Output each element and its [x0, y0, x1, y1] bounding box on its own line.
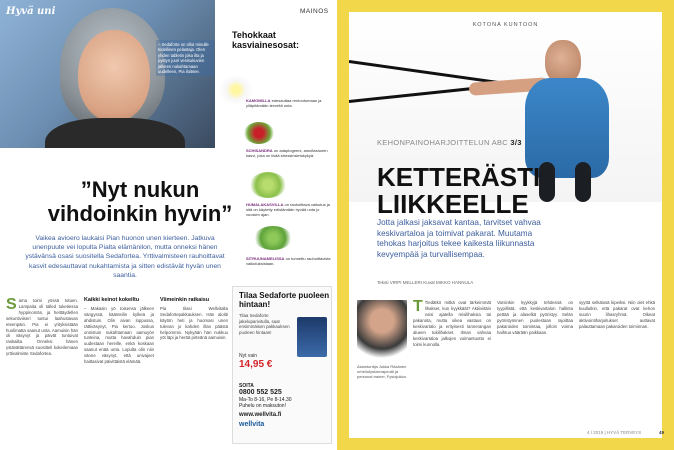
body-column-3: Viimeinkin ratkaisu Pia tilasi Wellvitalta Sedafortepakkauksen. Hän aloitti käytön heti ja huomasi unen tulevan jo kahden illan päästä helpommin. Nykyään hän nukkuu yöt läpi ja herää pirteänä aamuisin. — [160, 297, 228, 341]
hops-icon — [250, 172, 286, 198]
page-number: 49 — [659, 430, 665, 435]
article-headline: ”Nyt nukun vihdoinkin hyvin” — [47, 177, 233, 226]
trainer-caption: Asiantuntija Jukka Räsänen urheilufysioterapeutti ja personal trainer, Fysiojukka. — [357, 364, 407, 379]
herb-item: SCHISANDRA on adaptogeeni, amuflastunen kasvi, joka on lisää stressinsietokykyä. — [246, 148, 328, 158]
phone-block — [239, 383, 329, 428]
sidebar-title: Tehokkaat kasviainesosat: — [232, 30, 300, 50]
drop-cap: S — [6, 296, 17, 313]
website-link[interactable]: www.wellvita.fi — [239, 412, 282, 418]
man-leg — [575, 162, 591, 202]
phone-number[interactable]: 0800 552 525 — [239, 389, 282, 396]
body-column-2: Kaikki keinot kokeiltu – Makasin yö toisensa jälkeen sängyssä, käänteilin kylkeä ja ahdistuin. Olin aivan loppussa, rättiväsynyt, Pia kertoo. Joskus onnistuin nukahtamaan aamuyön tunteina, mutta havahduin pian uudestaan hereille, enkä koskaan saanut enää unta. Lopulta olin niin vänne väsynyt, että univajeet haittasivat päivittäistä elämää. — [84, 297, 154, 365]
order-advert — [232, 286, 332, 444]
right-page — [337, 0, 674, 450]
body-column-right-2: Varsinkin kyykkyjä tehdessä on tyypillistä, että keskivartalon hallinta pettää ja alaselkä pyöristyy. Selän pyöristyminen puolestaan rajoittaa pakaroiden toimintaa, jolloin voima haihtuu väärään paikkaan. — [497, 300, 573, 335]
trainer-photo — [357, 300, 407, 360]
article-lead-right: Jotta jalkasi jaksavat kantaa, tarvitset vahvaa keskivartaloa ja toimivat pakarat. Muutama tehokas harjoitus tekee kaikesta liikunnasta kevyempää ja turvallisempaa. — [377, 218, 541, 259]
herb-item: SITRUUNAMELISSA on tunnettu rauhoittavista vaikutuksistaan. — [246, 256, 331, 266]
article-lead: Vaikea avioero laukaisi Pian huonon unen kierteen. Jatkuva unenpuute vei lopulta Pialta elämänilon, mutta onneksi hänen ystävänsä osasi suositella Sedafortea. Yrttivalmisteen rauhoittavat kasvit edesauttavat nukahtamista ja sitten edistävät hyvän unen saantia. — [25, 235, 225, 279]
price: 14,95 € — [239, 359, 273, 370]
schisandra-icon — [244, 122, 274, 144]
byline: Teksti VIRPI MELLERI Kuvat MIKKO HANNULA — [377, 280, 474, 285]
body-column-right-3: syyttä selkäissä kipeiksi. Niin olet ehkä kuullutkin, että pakarat ovat kehon suurin lihasryhmä. Oikeat aktivointiharjoitukset auttavat palauttamaan pakaroiden toiminnan. — [579, 300, 655, 329]
photo-caption: – Sedaforte on ollut minulle todellinen pelastaja. Olen yhden tabletin joka ilta ja pystyn juuri vesisukuvien jälkeen nukahtamaan uudelleen, Pia iloitsee. — [156, 40, 214, 76]
product-box-icon — [297, 317, 327, 357]
folio: 4 / 2019 | HYVÄ TERVEYS — [587, 430, 642, 435]
phone-label: SOITA — [239, 383, 254, 389]
herb-item: HUMALAKASVILLA on rauhoittava vaikutus ja sitä on käytetty edistämään hyvää unta jo vuosien ajan. — [246, 202, 330, 217]
opening-hours: Ma-To 8-16, Pe 8-14.30 — [239, 397, 292, 403]
call-note: Puhelu on maksuton! — [239, 403, 286, 409]
ingredient-sidebar — [220, 30, 330, 290]
price-label: Nyt vain — [239, 353, 258, 359]
herb-item: KAMOMILLA edesauttaa rentoutumaan ja ylläpitämään terveitä unta. — [246, 98, 322, 108]
company-logo: wellvita — [239, 421, 265, 428]
body-column-right-1: T Tiedätkö mitkä ovat tärkeimmät lihakset, kun kyykkäät? Aktiiviitäin voisi ajatella reisilihaksia tai pakaroita, mutta oikea vastaus on keskivartalo ja erityisesti lannerangan alueen tukilihakset. Ilman vahvaa keskivartaloa jalkojen voimantuotto ei toimi kunnolla. — [413, 298, 491, 347]
series-label: KEHONPAINOHARJOITTELUN ABC 3/3 — [377, 138, 522, 147]
body-column-1: Sama toimi yössä totuen. Lampaita oli talled tuketiessa hyppinomän, ja heittäydellen sekuntiviiseri tuntui laahustavan eteenpäin. Pia ei yrityksistään huolimatta saanut unta. Aamuisin hän oli väsynyt ja päivät tuntuivat raskailta. Onneksi hänen ystävättärensä suositteli kokeilemaan yrttivalmiste Sedafortea. — [6, 296, 78, 357]
section-brand: Hyvä uni — [6, 6, 56, 17]
woman-photo — [0, 0, 215, 148]
article-headline-right: KETTERÄSTI LIIKKEELLE — [377, 162, 541, 219]
right-page-content — [349, 12, 665, 438]
woman-face — [78, 30, 150, 122]
advert-label: MAINOS — [300, 8, 329, 15]
woman-shirt — [45, 118, 185, 148]
drop-cap-right: T — [413, 298, 423, 315]
advert-title: Tilaa Sedaforte puoleen hintaan! — [239, 291, 330, 309]
advert-text: Tilaa Sedaforte jakeluparivitulla, saat ensimmäisen pakkauksen puoleen hintaan! — [239, 313, 290, 335]
section-label: KOTONA KUNTOON — [472, 22, 539, 28]
lemon-balm-icon — [254, 226, 292, 250]
